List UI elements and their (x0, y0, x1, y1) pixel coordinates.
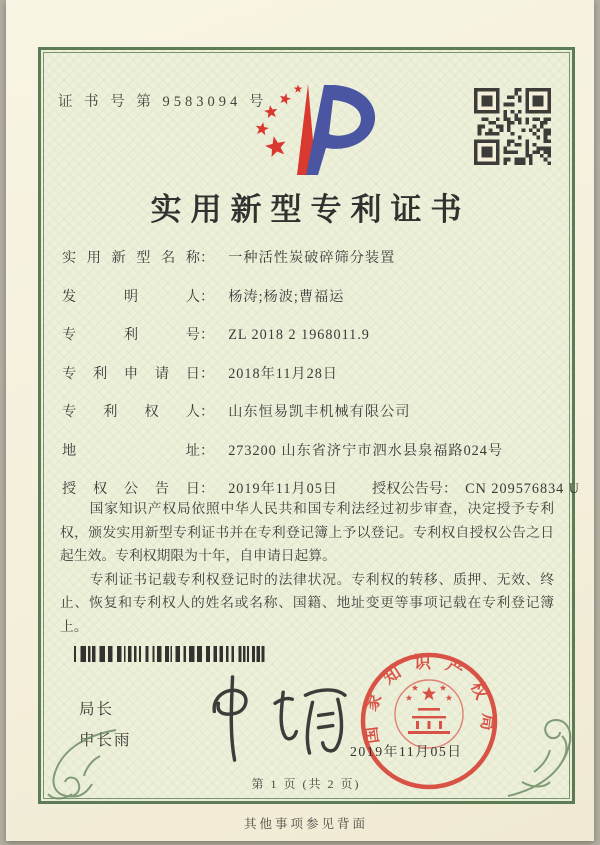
seal-date: 2019年11月05日 (350, 744, 463, 759)
logo-p-shape (306, 85, 375, 175)
field-value: 273200 山东省济宁市泗水县泉福路024号 (228, 442, 504, 459)
seal-text: 国家知识产权局 (359, 653, 499, 745)
field-label: 专利号 (62, 327, 200, 343)
field-row-address (62, 440, 562, 463)
field-value: 2019年11月05日 (228, 481, 338, 497)
field-value: 杨涛;杨波;曹福运 (228, 288, 345, 305)
qr-code (474, 88, 551, 165)
field-row-inventors (62, 286, 562, 309)
field-label: 专利申请日 (62, 365, 200, 382)
certificate-paper (6, 0, 594, 841)
back-side-note: 其他事项参见背面 (243, 817, 368, 831)
certificate-number: 证 书 号 第 9583094 号 (58, 94, 268, 110)
field-value: 山东恒易凯丰机械有限公司 (228, 404, 411, 420)
page-indicator: 第 1 页 (共 2 页) (251, 777, 361, 791)
field-row-patent-number (62, 324, 562, 347)
director-signature (188, 668, 350, 766)
field-label: 授权公告号 (372, 481, 443, 497)
field-label: 地址 (62, 442, 200, 459)
field-list (62, 247, 581, 501)
field-label: 专利权人 (62, 404, 200, 420)
grant-number-pair (372, 481, 580, 497)
field-label: 授权公告日 (62, 481, 200, 497)
field-colon: ： (200, 481, 215, 497)
field-row-name (62, 247, 562, 270)
field-value: 2018年11月28日 (228, 365, 338, 382)
legal-paragraph-2: 专利证书记载专利权登记时的法律状况。专利权的转移、质押、无效、终止、恢复和专利权人的姓名或名称、国籍、地址变更等事项记载在专利登记簿上。 (60, 571, 554, 634)
field-colon: ： (200, 327, 215, 343)
legal-text (60, 497, 554, 639)
field-row-patentee (62, 401, 562, 424)
field-colon: ： (200, 442, 215, 459)
field-label: 发明人 (62, 288, 200, 305)
director-title: 局长 (79, 701, 115, 718)
field-colon: ： (200, 250, 215, 266)
field-row-filing-date (62, 363, 562, 386)
cnipa-logo-icon (236, 78, 376, 180)
field-label: 实用新型名称 (62, 250, 200, 266)
legal-paragraph-1: 国家知识产权局依照中华人民共和国专利法经过初步审查，决定授予专利权，颁发实用新型专利证书并在专利登记簿上予以登记。专利权自授权公告之日起生效。专利权期限为十年，自申请日起算。 (60, 501, 554, 564)
field-colon: ： (200, 404, 215, 420)
certificate-title: 实用新型专利证书 (150, 192, 471, 227)
field-colon: ： (442, 481, 458, 497)
barcode (74, 646, 266, 662)
field-value: 一种活性炭破碎筛分装置 (228, 250, 396, 266)
director-name: 申长雨 (79, 732, 132, 749)
field-value: ZL 2018 2 1968011.9 (228, 327, 370, 343)
official-seal (356, 648, 502, 794)
field-value: CN 209576834 U (465, 481, 581, 497)
field-colon: ： (200, 365, 215, 382)
seal-national-emblem (395, 680, 463, 748)
field-colon: ： (200, 288, 215, 305)
